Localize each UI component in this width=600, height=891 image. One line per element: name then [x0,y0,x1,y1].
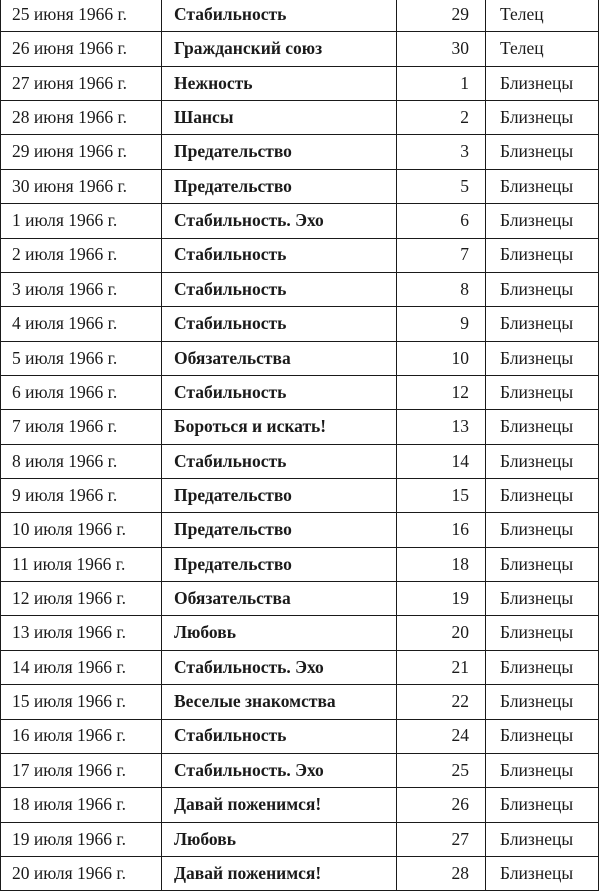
number-cell: 18 [397,547,486,581]
table-row [1,685,599,719]
zodiac-sign-cell: Близнецы [486,479,599,513]
date-cell: 14 июля 1966 г. [1,650,162,684]
name-cell: Любовь [162,822,397,856]
name-cell: Стабильность [162,719,397,753]
zodiac-sign-cell: Близнецы [486,547,599,581]
name-cell: Стабильность [162,307,397,341]
table-body [1,0,599,891]
number-cell: 9 [397,307,486,341]
table-row [1,410,599,444]
date-cell: 4 июля 1966 г. [1,307,162,341]
date-cell: 5 июля 1966 г. [1,341,162,375]
table-row [1,719,599,753]
name-cell: Предательство [162,547,397,581]
date-cell: 19 июля 1966 г. [1,822,162,856]
date-cell: 8 июля 1966 г. [1,444,162,478]
zodiac-sign-cell: Близнецы [486,238,599,272]
zodiac-sign-cell: Близнецы [486,650,599,684]
name-cell: Нежность [162,66,397,100]
number-cell: 30 [397,32,486,66]
number-cell: 13 [397,410,486,444]
zodiac-sign-cell: Близнецы [486,375,599,409]
table-row [1,375,599,409]
table-row [1,32,599,66]
name-cell: Любовь [162,616,397,650]
zodiac-sign-cell: Близнецы [486,307,599,341]
zodiac-sign-cell: Близнецы [486,685,599,719]
table-row [1,753,599,787]
name-cell: Обязательства [162,582,397,616]
name-cell: Обязательства [162,341,397,375]
zodiac-sign-cell: Близнецы [486,513,599,547]
number-cell: 15 [397,479,486,513]
zodiac-sign-cell: Близнецы [486,444,599,478]
number-cell: 24 [397,719,486,753]
table-row [1,66,599,100]
name-cell: Стабильность [162,238,397,272]
name-cell: Шансы [162,101,397,135]
number-cell: 10 [397,341,486,375]
number-cell: 19 [397,582,486,616]
date-cell: 17 июля 1966 г. [1,753,162,787]
table-row [1,822,599,856]
table-row [1,547,599,581]
table-row [1,856,599,890]
table-row [1,307,599,341]
name-cell: Стабильность [162,272,397,306]
zodiac-sign-cell: Близнецы [486,410,599,444]
number-cell: 1 [397,66,486,100]
date-cell: 9 июля 1966 г. [1,479,162,513]
zodiac-sign-cell: Близнецы [486,788,599,822]
date-cell: 29 июня 1966 г. [1,135,162,169]
number-cell: 5 [397,169,486,203]
date-cell: 6 июля 1966 г. [1,375,162,409]
table-row [1,238,599,272]
number-cell: 2 [397,101,486,135]
number-cell: 28 [397,856,486,890]
zodiac-sign-cell: Близнецы [486,272,599,306]
name-cell: Стабильность. Эхо [162,650,397,684]
number-cell: 3 [397,135,486,169]
date-cell: 3 июля 1966 г. [1,272,162,306]
zodiac-sign-cell: Близнецы [486,101,599,135]
table-row [1,788,599,822]
number-cell: 29 [397,0,486,32]
name-cell: Стабильность. Эхо [162,204,397,238]
number-cell: 21 [397,650,486,684]
date-cell: 28 июня 1966 г. [1,101,162,135]
name-cell: Предательство [162,169,397,203]
table-row [1,444,599,478]
table-row [1,135,599,169]
number-cell: 22 [397,685,486,719]
zodiac-sign-cell: Близнецы [486,135,599,169]
number-cell: 26 [397,788,486,822]
date-cell: 15 июля 1966 г. [1,685,162,719]
table-row [1,101,599,135]
date-cell: 1 июля 1966 г. [1,204,162,238]
zodiac-sign-cell: Близнецы [486,341,599,375]
date-cell: 10 июля 1966 г. [1,513,162,547]
name-cell: Предательство [162,479,397,513]
number-cell: 6 [397,204,486,238]
number-cell: 14 [397,444,486,478]
name-cell: Давай поженимся! [162,856,397,890]
zodiac-sign-cell: Близнецы [486,719,599,753]
date-cell: 18 июля 1966 г. [1,788,162,822]
name-cell: Стабильность [162,375,397,409]
number-cell: 8 [397,272,486,306]
zodiac-sign-cell: Близнецы [486,822,599,856]
zodiac-sign-cell: Близнецы [486,753,599,787]
number-cell: 12 [397,375,486,409]
zodiac-sign-cell: Близнецы [486,66,599,100]
zodiac-sign-cell: Близнецы [486,582,599,616]
zodiac-sign-cell: Близнецы [486,856,599,890]
name-cell: Стабильность. Эхо [162,753,397,787]
table-row [1,341,599,375]
date-cell: 2 июля 1966 г. [1,238,162,272]
date-cell: 7 июля 1966 г. [1,410,162,444]
date-cell: 26 июня 1966 г. [1,32,162,66]
table-row [1,479,599,513]
table-row [1,0,599,32]
date-cell: 30 июня 1966 г. [1,169,162,203]
table-row [1,616,599,650]
date-cell: 12 июля 1966 г. [1,582,162,616]
table-row [1,650,599,684]
date-cell: 27 июня 1966 г. [1,66,162,100]
name-cell: Предательство [162,135,397,169]
table-row [1,272,599,306]
name-cell: Стабильность [162,444,397,478]
table-row [1,513,599,547]
number-cell: 27 [397,822,486,856]
zodiac-sign-cell: Телец [486,0,599,32]
number-cell: 25 [397,753,486,787]
name-cell: Гражданский союз [162,32,397,66]
name-cell: Предательство [162,513,397,547]
date-cell: 25 июня 1966 г. [1,0,162,32]
zodiac-sign-cell: Телец [486,32,599,66]
table-row [1,169,599,203]
date-cell: 13 июля 1966 г. [1,616,162,650]
name-cell: Давай поженимся! [162,788,397,822]
name-cell: Веселые знакомства [162,685,397,719]
date-cell: 20 июля 1966 г. [1,856,162,890]
number-cell: 20 [397,616,486,650]
zodiac-sign-cell: Близнецы [486,204,599,238]
number-cell: 7 [397,238,486,272]
number-cell: 16 [397,513,486,547]
date-cell: 11 июля 1966 г. [1,547,162,581]
zodiac-sign-cell: Близнецы [486,616,599,650]
date-cell: 16 июля 1966 г. [1,719,162,753]
table-row [1,204,599,238]
table-row [1,582,599,616]
name-cell: Стабильность [162,0,397,32]
name-cell: Бороться и искать! [162,410,397,444]
zodiac-sign-cell: Близнецы [486,169,599,203]
